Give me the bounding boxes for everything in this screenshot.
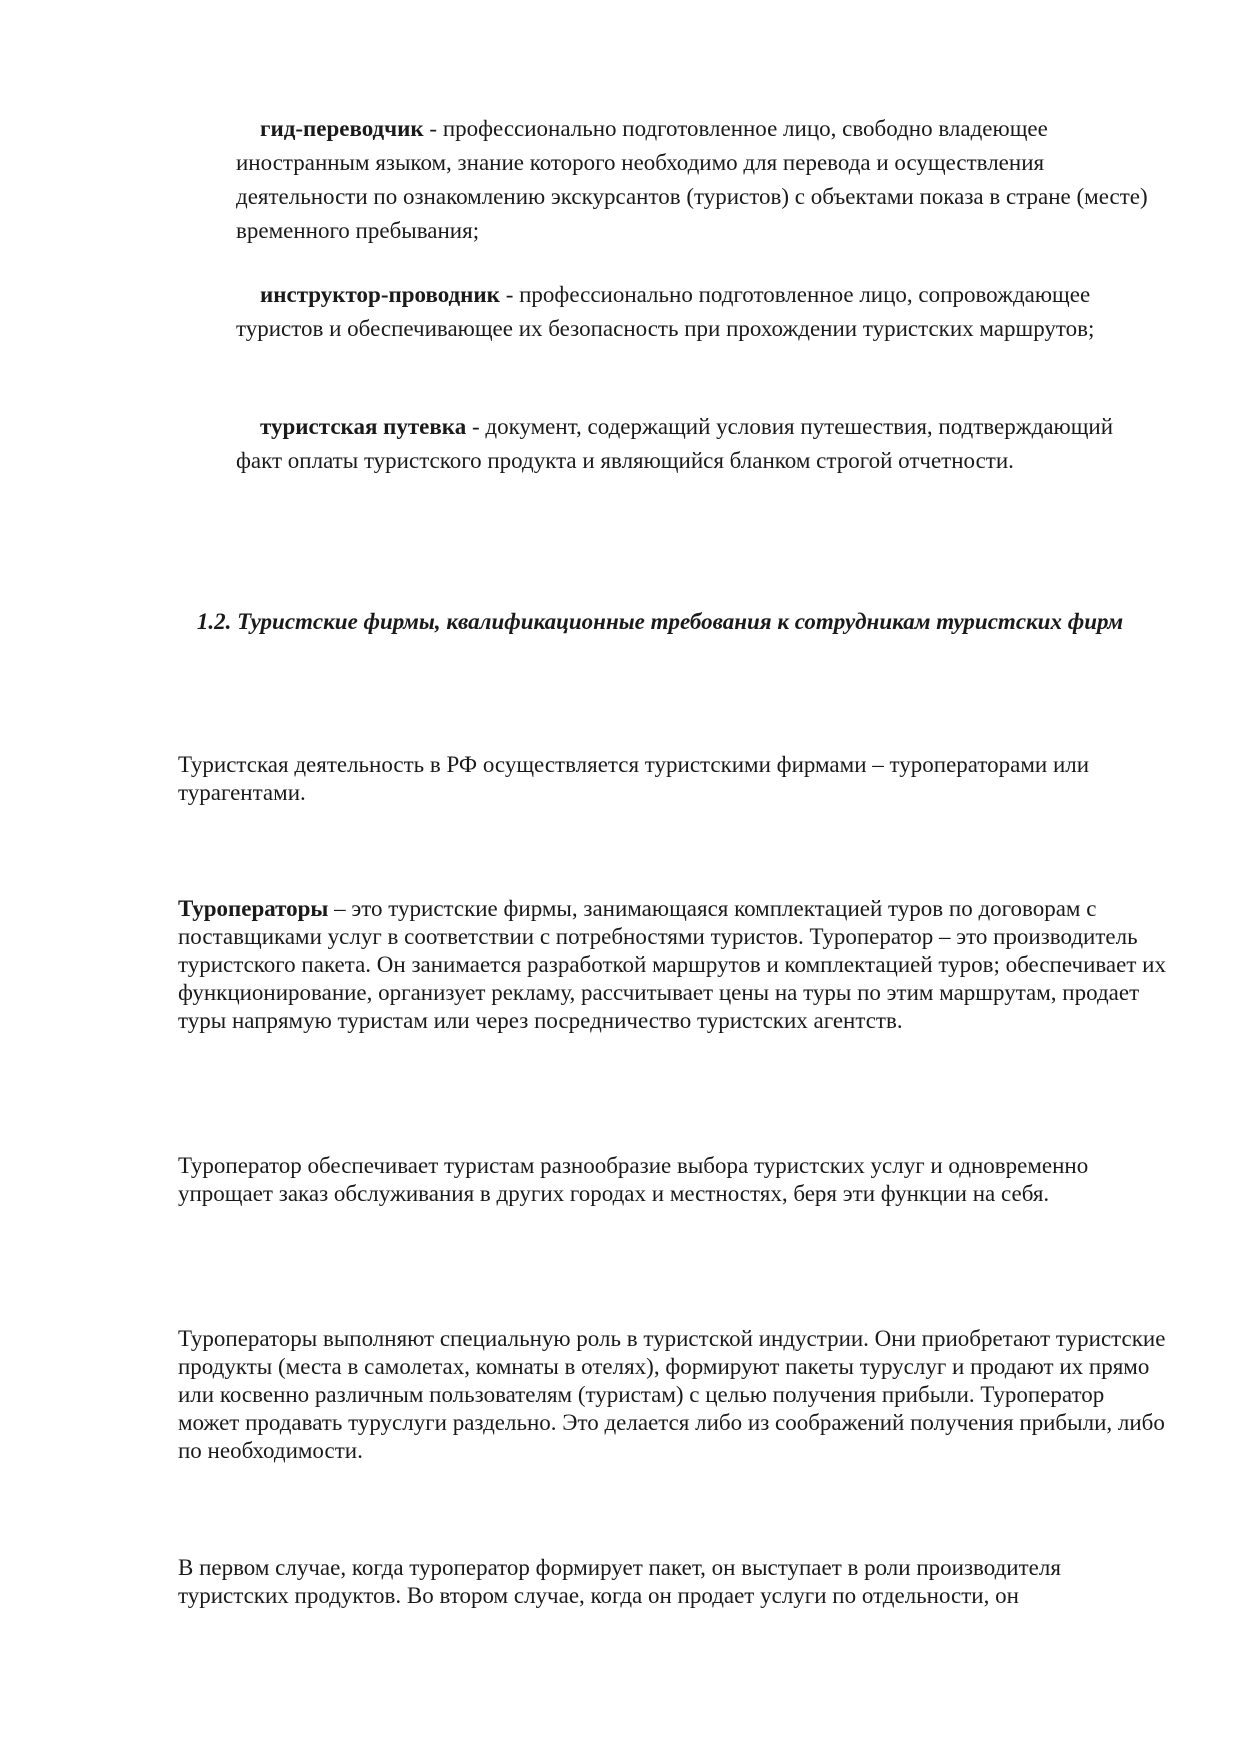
definition-instructor-guide <box>236 278 1156 346</box>
paragraph-text: – это туристские фирмы, занимающаяся комплектацией туров по договорам с поставщиками услуг в соответствии с потребностями туристов. Туроператор – это производитель туристского пакета. Он занимается разработкой маршрутов и комплектацией туров; обеспечивает их функционирование, организует рекламу, рассчитывает цены на туры по этим маршрутам, продает туры напрямую туристам или через посредничество туристских агентств. <box>178 896 1166 1033</box>
definition-guide-interpreter <box>236 112 1156 248</box>
paragraph-tourism-activity: Туристская деятельность в РФ осуществляется туристскими фирмами – туроператорами или турагентами. <box>178 752 1090 805</box>
definition-term: туристская путевка <box>260 414 467 439</box>
definition-text: - профессионально подготовленное лицо, сопровождающее туристов и обеспечивающее их безопасность при прохождении туристских маршрутов; <box>236 282 1095 341</box>
paragraph-tour-operators <box>178 895 1168 1035</box>
definition-term: инструктор-проводник <box>260 282 500 307</box>
definition-text: - профессионально подготовленное лицо, свободно владеющее иностранным языком, знание которого необходимо для перевода и осуществления деятельности по ознакомлению экскурсантов (туристов) с объектами показа в стране (месте) временного пребывания; <box>236 116 1148 243</box>
section-heading: 1.2. Туристские фирмы, квалификационные требования к сотрудникам туристских фирм <box>196 609 1124 634</box>
paragraph-first-case: В первом случае, когда туроператор формирует пакет, он выступает в роли производителя туристских продуктов. Во втором случае, когда он продает услуги по отдельности, он <box>178 1555 1061 1608</box>
definition-tourist-voucher <box>236 410 1156 478</box>
paragraph-operator-role: Туроператоры выполняют специальную роль в туристской индустрии. Они приобретают туристские продукты (места в самолетах, комнаты в отелях), формируют пакеты туруслуг и продают их прямо или косвенно различным пользователям (туристам) с целью получения прибыли. Туроператор может продавать туруслуги раздельно. Это делается либо из соображений получения прибыли, либо по необходимости. <box>178 1326 1166 1463</box>
definition-term: гид-переводчик <box>260 116 424 141</box>
paragraph-operator-choice: Туроператор обеспечивает туристам разнообразие выбора туристских услуг и одновременно упрощает заказ обслуживания в других городах и местностях, беря эти функции на себя. <box>178 1153 1089 1206</box>
definition-text: - документ, содержащий условия путешествия, подтверждающий факт оплаты туристского продукта и являющийся бланком строгой отчетности. <box>236 414 1114 473</box>
paragraph-term: Туроператоры <box>178 896 329 921</box>
